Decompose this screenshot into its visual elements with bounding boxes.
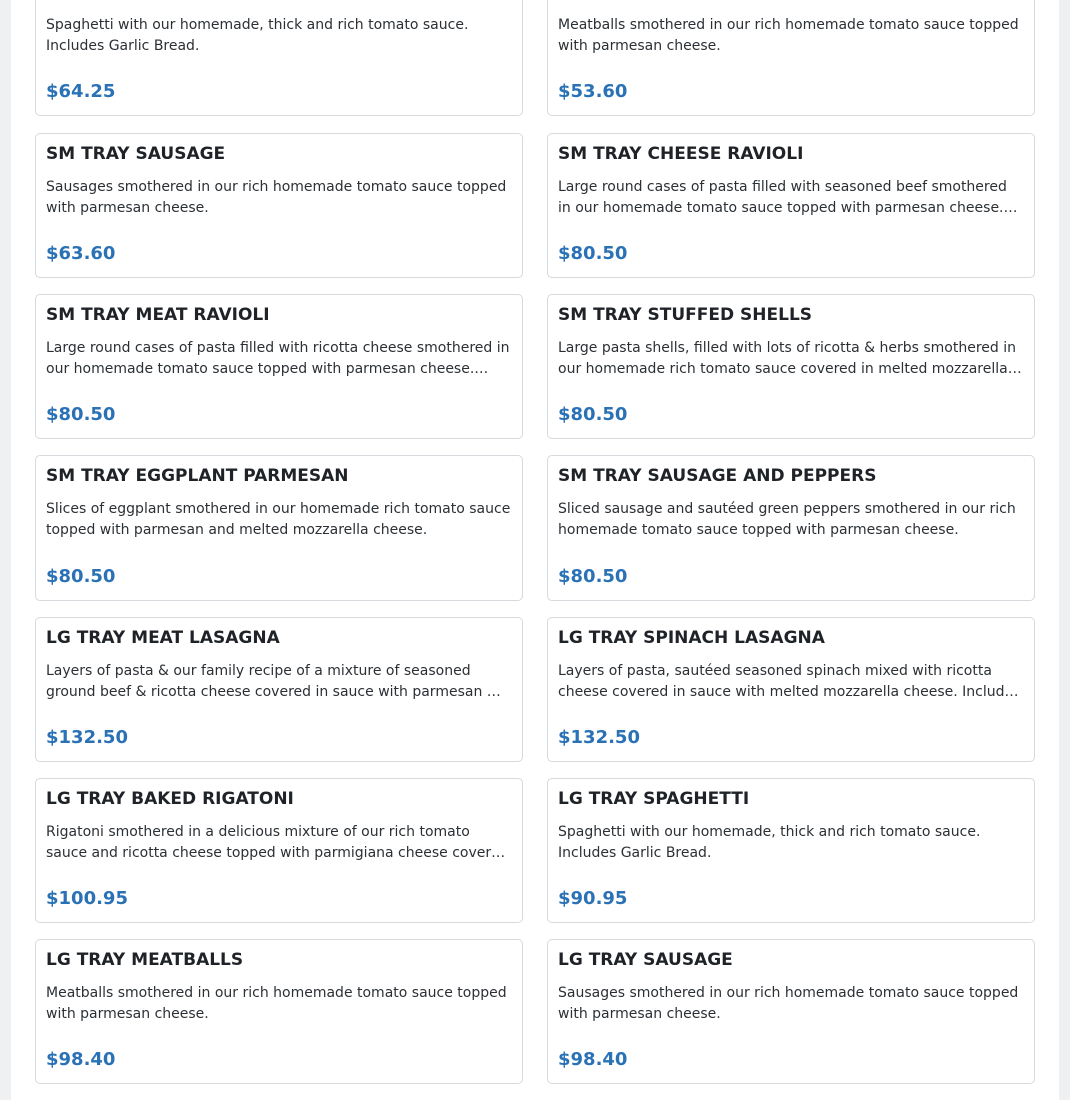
menu-item-name: LG TRAY SPINACH LASAGNA: [558, 628, 825, 648]
menu-item-name: LG TRAY BAKED RIGATONI: [46, 789, 294, 809]
menu-item-card[interactable]: [35, 617, 523, 762]
menu-item-description: Spaghetti with our homemade, thick and rich tomato sauce. Includes Garlic Bread.: [558, 824, 981, 861]
menu-item-card[interactable]: [35, 778, 523, 923]
menu-item-price: $64.25: [46, 81, 116, 102]
menu-item-name: SM TRAY MEAT RAVIOLI: [46, 305, 270, 325]
menu-item-card[interactable]: [547, 0, 1035, 116]
menu-item-price: $63.60: [46, 243, 116, 264]
menu-item-name: [558, 0, 1024, 2]
menu-item-description: Layers of pasta & our family recipe of a mixture of seasoned ground beef & ricotta cheese covered in sauce with parmesan …: [46, 663, 501, 700]
menu-item-description: Large pasta shells, filled with lots of ricotta & herbs smothered in our homemade rich tomato sauce covered in melted mozzarella…: [558, 340, 1022, 377]
menu-item-card[interactable]: [547, 778, 1035, 923]
menu-item-card[interactable]: [547, 133, 1035, 278]
menu-page: [11, 0, 1059, 1100]
menu-item-name: LG TRAY SPAGHETTI: [558, 789, 750, 809]
menu-item-price: $98.40: [46, 1049, 116, 1070]
menu-item-description: Slices of eggplant smothered in our homemade rich tomato sauce topped with parmesan and melted mozzarella cheese.: [46, 501, 511, 538]
menu-item-price: $80.50: [46, 404, 116, 425]
menu-item-card[interactable]: [35, 133, 523, 278]
menu-item-card[interactable]: [35, 939, 523, 1084]
menu-item-description: Layers of pasta, sautéed seasoned spinach mixed with ricotta cheese covered in sauce with melted mozzarella cheese. Includ…: [558, 663, 1019, 700]
menu-item-name: SM TRAY STUFFED SHELLS: [558, 305, 813, 325]
menu-item-price: $90.95: [558, 888, 628, 909]
menu-item-description: Large round cases of pasta filled with seasoned beef smothered in our homemade tomato sauce topped with parmesan cheese.…: [558, 179, 1018, 216]
menu-item-description: Meatballs smothered in our rich homemade tomato sauce topped with parmesan cheese.: [558, 17, 1019, 54]
menu-item-name: SM TRAY SAUSAGE AND PEPPERS: [558, 466, 877, 486]
menu-item-card[interactable]: [547, 455, 1035, 601]
menu-item-name: LG TRAY MEAT LASAGNA: [46, 628, 280, 648]
menu-item-price: $80.50: [558, 404, 628, 425]
menu-item-price: $100.95: [46, 888, 128, 909]
menu-item-name: SM TRAY CHEESE RAVIOLI: [558, 144, 804, 164]
menu-item-description: Sausages smothered in our rich homemade tomato sauce topped with parmesan cheese.: [558, 985, 1019, 1022]
menu-item-price: $80.50: [558, 243, 628, 264]
menu-item-price: $132.50: [558, 727, 640, 748]
menu-item-price: $53.60: [558, 81, 628, 102]
menu-item-card[interactable]: [547, 617, 1035, 762]
menu-item-name: LG TRAY SAUSAGE: [558, 950, 733, 970]
menu-item-price: $132.50: [46, 727, 128, 748]
menu-item-description: Spaghetti with our homemade, thick and rich tomato sauce. Includes Garlic Bread.: [46, 17, 469, 54]
menu-item-name: SM TRAY SAUSAGE: [46, 144, 226, 164]
menu-item-grid: [11, 0, 1059, 1100]
menu-item-card[interactable]: [547, 939, 1035, 1084]
menu-item-card[interactable]: [547, 294, 1035, 439]
menu-item-description: Rigatoni smothered in a delicious mixture of our rich tomato sauce and ricotta cheese topped with parmigiana cheese cover…: [46, 824, 506, 861]
menu-item-name: [46, 0, 512, 2]
menu-item-price: $80.50: [46, 566, 116, 587]
menu-item-description: Large round cases of pasta filled with ricotta cheese smothered in our homemade tomato sauce topped with parmesan cheese.…: [46, 340, 510, 377]
menu-item-card[interactable]: [35, 0, 523, 116]
menu-item-name: SM TRAY EGGPLANT PARMESAN: [46, 466, 349, 486]
menu-item-description: Sausages smothered in our rich homemade tomato sauce topped with parmesan cheese.: [46, 179, 507, 216]
menu-item-name: LG TRAY MEATBALLS: [46, 950, 244, 970]
menu-item-card[interactable]: [35, 455, 523, 601]
menu-item-description: Sliced sausage and sautéed green peppers smothered in our rich homemade tomato sauce topped with parmesan cheese.: [558, 501, 1016, 538]
menu-item-card[interactable]: [35, 294, 523, 439]
menu-item-description: Meatballs smothered in our rich homemade tomato sauce topped with parmesan cheese.: [46, 985, 507, 1022]
menu-item-price: $80.50: [558, 566, 628, 587]
menu-item-price: $98.40: [558, 1049, 628, 1070]
